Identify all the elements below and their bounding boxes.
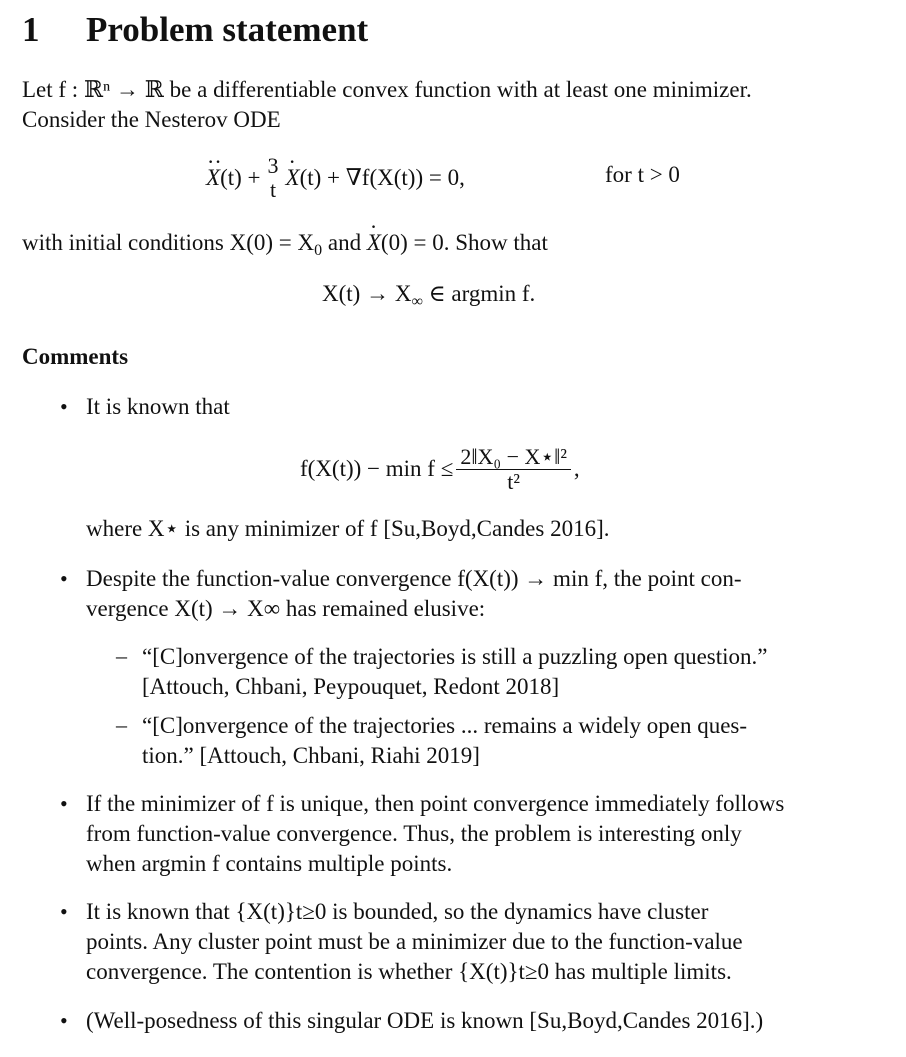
bound-fraction [456,445,571,494]
bullet-4-line-1: It is known that {X(t)}t≥0 is bounded, so the dynamics have cluster [86,899,709,924]
quote-2-line-2: tion.” [Attouch, Chbani, Riahi 2019] [142,743,480,768]
ode-fraction-numerator: 3 [267,153,279,178]
x-dot-initial: X · [367,228,381,258]
section-title: Problem statement [86,10,369,49]
initial-conditions-after: (0) = 0. Show that [380,230,548,255]
bullet-marker-3: • [60,791,68,816]
ode-fraction-denominator: t [269,177,277,202]
intro-line-1: Let f : ℝⁿ → ℝ be a differentiable convex function with at least one minimizer. [22,77,752,102]
claim-before: X(t) → X [322,281,412,306]
ode-part-b: (t) + ∇f(X(t)) = 0, [299,165,465,190]
bound-denominator: t² [456,469,571,494]
claim-sub: ∞ [411,293,423,310]
dash-marker-2: – [116,712,127,737]
x-double-dot: X ·· [206,165,220,191]
ode-part-a: (t) + [220,165,261,190]
dash-marker-1: – [116,643,127,668]
bullet-marker-1: • [60,394,68,419]
initial-conditions [22,228,548,266]
bullet-marker-4: • [60,899,68,924]
bullet-1-where: where X⋆ is any minimizer of f [Su,Boyd,Candes 2016]. [86,516,610,541]
ode-fraction [264,154,283,202]
quote-1-line-1: “[C]onvergence of the trajectories is still a puzzling open question.” [142,644,768,669]
bound-equation [300,438,580,500]
intro-line-2: Consider the Nesterov ODE [22,107,281,132]
bullet-1-lead: It is known that [86,394,230,419]
bullet-4-line-3: convergence. The contention is whether {X(t)}t≥0 has multiple limits. [86,959,732,984]
bullet-3-line-1: If the minimizer of f is unique, then point convergence immediately follows [86,791,785,816]
bullet-5-line-1: (Well-posedness of this singular ODE is known [Su,Boyd,Candes 2016].) [86,1008,764,1033]
bound-left: f(X(t)) − min f ≤ [300,456,454,481]
ode-condition: for t > 0 [605,162,680,187]
bound-numerator: 2‖X₀ − X⋆‖² [460,443,567,469]
bullet-3-line-3: when argmin f contains multiple points. [86,851,453,876]
x-dot: X · [286,165,300,191]
initial-conditions-middle: and [322,230,367,255]
section-number: 1 [22,10,40,49]
quote-2-line-1: “[C]onvergence of the trajectories ... remains a widely open ques- [142,713,748,738]
initial-conditions-sub: 0 [314,242,323,259]
bullet-2-line-2: vergence X(t) → X∞ has remained elusive: [86,596,486,621]
bullet-2-line-1: Despite the function-value convergence f(X(t)) → min f, the point con- [86,566,742,591]
bullet-marker-5: • [60,1008,68,1033]
claim-equation [322,281,535,311]
ode-equation [206,150,465,206]
bullet-marker-2: • [60,566,68,591]
quote-1-line-2: [Attouch, Chbani, Peypouquet, Redont 2018] [142,674,560,699]
bullet-4-line-2: points. Any cluster point must be a minimizer due to the function-value [86,929,743,954]
initial-conditions-before: with initial conditions X(0) = X [22,230,315,255]
comments-heading: Comments [22,344,129,369]
bound-tail: , [573,456,580,481]
claim-after: ∈ argmin f. [422,281,536,306]
bullet-3-line-2: from function-value convergence. Thus, the problem is interesting only [86,821,742,846]
